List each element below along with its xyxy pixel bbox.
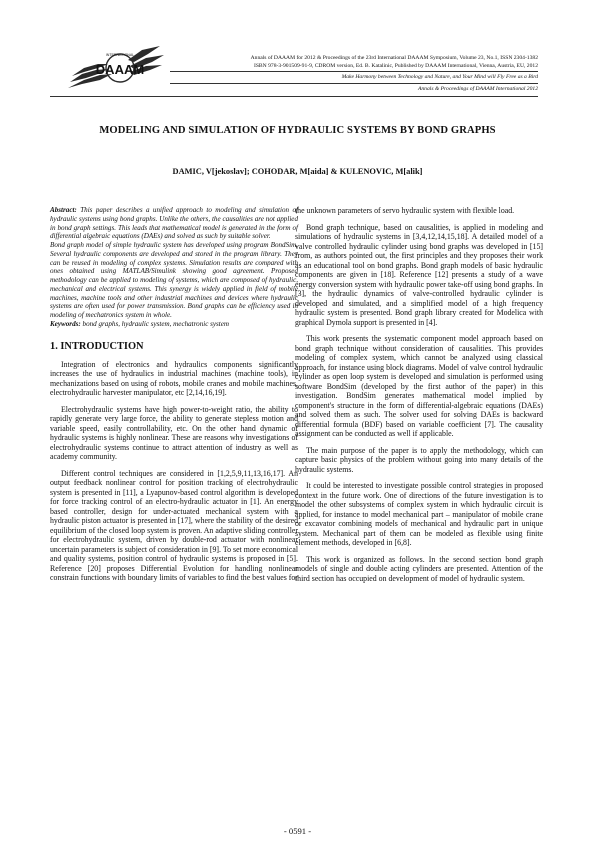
intro-paragraph-8: This work is organized as follows. In the second section bond graph models of single and double acting cylinders are presented. Attention of the third section has occupied on development of model of hydraulic system. xyxy=(295,554,543,583)
intro-paragraph-7: It could be interested to investigate possible control strategies in proposed context in the future work. One of directions of the future investigation is to model the other subsystems of complex system in which hydraulic circuit is applied, for instance to model mechanical part – manipulator of mobile crane or excavator combining models of mechanical and hydraulic part in unique system. Mechanical part of them can be modeled as flexible using finite element methods, developed in [6,8]. xyxy=(295,481,543,547)
paper-authors: DAMIC, V[jekoslav]; COHODAR, M[aida] & KULENOVIC, M[alik] xyxy=(172,167,423,176)
daaam-logo xyxy=(68,44,166,96)
header-rule xyxy=(50,96,538,97)
header-line-4: Annals & Proceedings of DAAAM International 2012 xyxy=(417,86,538,92)
abstract-text-2: Bond graph model of simple hydraulic system has developed using program BondSim. Several hydraulic components are developed and stored in the program library. They can be reused in modeling of complex systems. Simulation results are compared with ones obtained using MATLAB/Simulink showing good agreement. Proposed methodology can be applied to modeling of systems, which are composed of hydraulic, mechanical and electrical systems. This synergy is widely applied in field of mobile machines, machine tools and other industrial machines and devices where hydraulic systems are often used for power transmission. Bond graphs can be efficiency used in modeling of mechatronics system in whole. xyxy=(50,241,298,319)
intro-paragraph-2: Electrohydraulic systems have high power-to-weight ratio, the ability to rapidly generate very large force, the ability to generate stepless motion and variable speed, easily controllability, etc. On the other hand dynamic of hydraulic systems is highly nonlinear. These are reasons why investigations of electrohydraulic systems continue to attract attention of industry as well as academy community. xyxy=(50,404,298,461)
page-number: - 0591 - xyxy=(283,826,312,836)
abstract xyxy=(50,206,298,329)
intro-paragraph-6: The main purpose of the paper is to apply the methodology, which can capture basic physics of the problem without going into many details of the hydraulic systems. xyxy=(295,445,543,474)
keywords xyxy=(50,320,298,329)
right-column xyxy=(295,206,543,583)
intro-paragraph-3: Different control techniques are considered in [1,2,5,9,11,13,16,17]. An output feedback nonlinear control for position tracking of electrohydraulic system is presented in [11], a Lyapunov-based control algorithm is developed for force tracking control of an electro-hydraulic actuator in [1]. An energy based controller, design for under-actuated mechanical system with a hydraulic piston actuator is presented in [17], where the stability of the desired equilibrium of the closed loop system is proven. An adaptive sliding controller for electrohydraulic system, driven by double-rod actuator with nonlinear uncertain parameters is subject of consideration in [9]. To set more economical and quality systems, position control of hydraulic systems is proposed in [5]. Reference [20] proposes Differential Evolution for handling nonlinear constrain functions with boundary limits of variables to find the best values for xyxy=(50,468,298,582)
abstract-label: Abstract: xyxy=(50,206,77,214)
abstract-text-1: This paper describes a unified approach to modeling and simulation of hydraulic systems using bond graphs. Unlike the others, the causalities are not applied in bond graph settings. This leads that mathematical model is generated in the form of differential algebraic equations (DAEs) and solved as such by suitable solver. xyxy=(50,206,298,241)
keywords-label: Keywords: xyxy=(50,319,81,328)
header-rule xyxy=(170,71,538,72)
header-line-2: ISBN 978-3-901509-91-9, CDROM version, Ed. B. Katalinic, Published by DAAAM International, Vienna, Austria, EU, 2012 xyxy=(253,63,538,69)
keywords-text: bond graphs, hydraulic system, mechatronic system xyxy=(82,319,230,328)
header-line-1: Annals of DAAAM for 2012 & Proceedings of the 23rd International DAAAM Symposium, Volume 23, No.1, ISSN 2304-1382 xyxy=(250,55,538,61)
intro-paragraph-5: This work presents the systematic component model approach based on bond graph technique without consideration of causalities. This provides modeling of complex system, which cannot be analyzed using classical approach, for instance using block diagrams. Model of valve control hydraulic cylinder as open loop system is developed and simulation is performed using software BondSim (developed by the first author of the paper) in this investigation. BondSim generates mathematical model implied by component's structure in the form of differential-algebraic equations (DAEs) and solved them as such. The solver used for solving DAEs is backward differential formula (BDF) based on variable coefficient [7]. The causality assignment can be conducted as well if applicable. xyxy=(295,334,543,438)
paper-title: MODELING AND SIMULATION OF HYDRAULIC SYSTEMS BY BOND GRAPHS xyxy=(99,125,496,136)
logo-subtext: INTERNATIONAL xyxy=(105,53,135,57)
abstract-paragraph xyxy=(50,206,298,241)
intro-paragraph-3-continued: the unknown parameters of servo hydraulic system with flexible load. xyxy=(295,206,515,215)
intro-paragraph-1: Integration of electronics and hydraulics components significantly increases the use of hydraulics in industrial machines (machine tools), in mechanizations based on using of robots, mobile cranes and mobile machines, electrohydraulic harvester manipulator, etc [2,14,16,19]. xyxy=(50,359,298,397)
logo-text: DAAAM xyxy=(95,62,145,77)
intro-paragraph-4: Bond graph technique, based on causalities, is applied in modeling and simulations of hydraulic systems in [3,4,12,14,15,18]. A detailed model of a valve controlled hydraulic cylinder using bond graphs was developed in [15] from, as authors pointed out, the first principles and they proposes their work as an educational tool on bond graphs. Bond graph models of basic hydraulic components are given in [18]. Reference [12] presents a study of a wave energy conversion system with hydraulic power take-off using bond graphs. In [3], the hydraulic dynamics of valve-controlled hydraulic cylinder is developed and simulated, and a simplified model of a high frequency hydraulic system is presented. Bond graph library created for Modelica with graphical Dymola support is presented in [4]. xyxy=(295,222,543,327)
section-heading-introduction: 1. INTRODUCTION xyxy=(50,340,144,352)
header-line-3: Make Harmony between Technology and Nature, and Your Mind will Fly Free as a Bird xyxy=(341,74,538,80)
header-rule xyxy=(170,83,538,84)
left-column xyxy=(50,206,298,583)
